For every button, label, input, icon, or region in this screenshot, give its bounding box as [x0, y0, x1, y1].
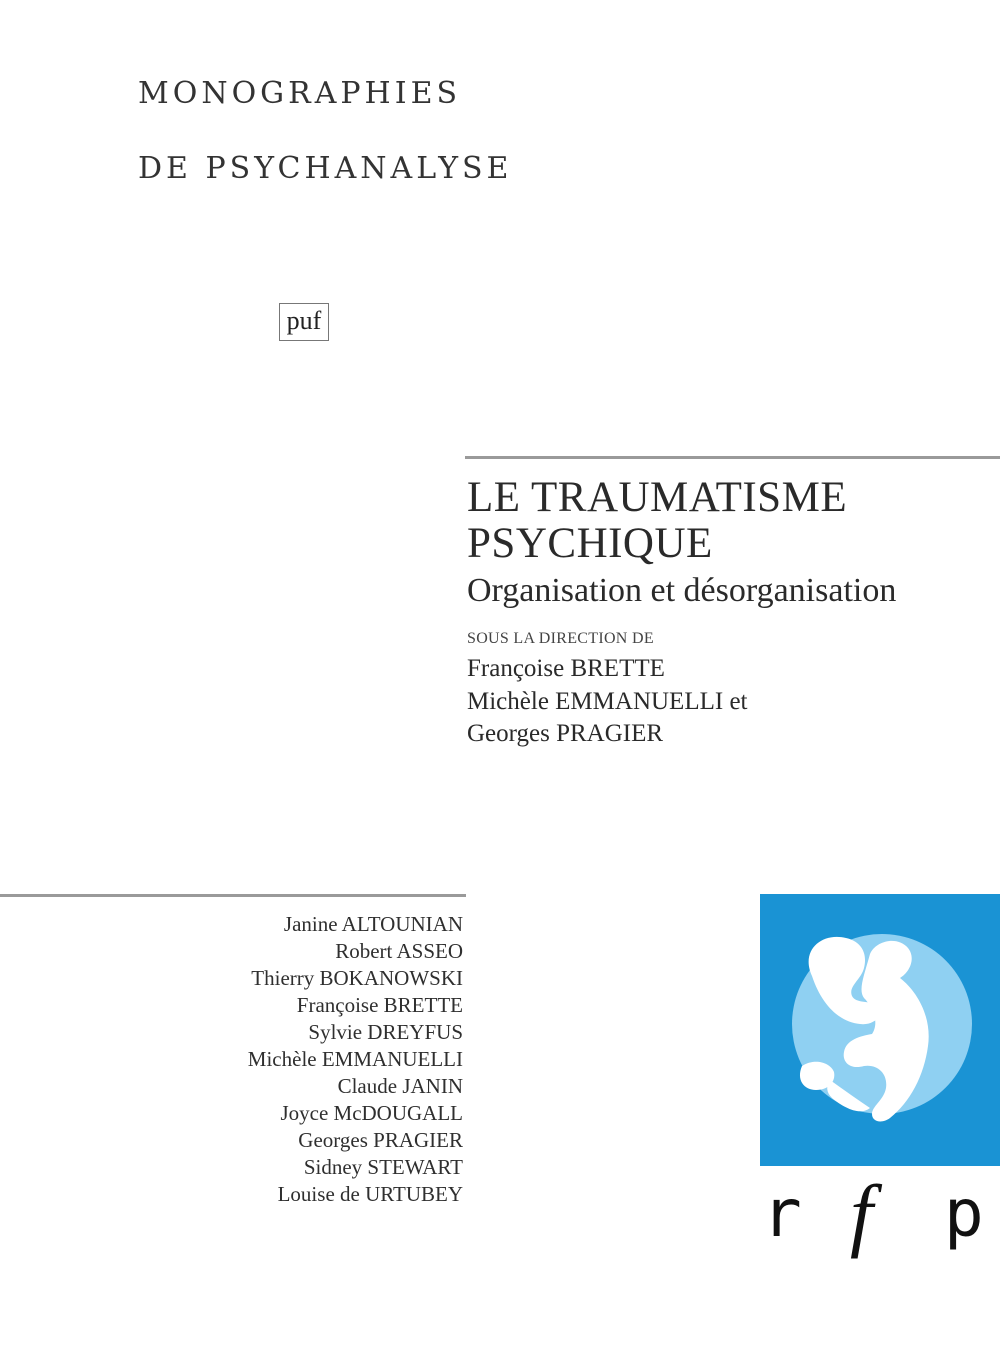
book-title-line-1: LE TRAUMATISME [467, 474, 848, 521]
contributor-name: Sylvie DREYFUS [308, 1020, 463, 1044]
rfp-letter-p: p [944, 1175, 984, 1252]
contributor-name: Michèle EMMANUELLI [247, 1047, 463, 1071]
contributor-name: Claude JANIN [337, 1074, 463, 1098]
book-title-line-2: PSYCHIQUE [467, 520, 713, 567]
contributors-divider [0, 894, 466, 897]
editor-name: Françoise BRETTE [467, 655, 665, 682]
editor-name: Michèle EMMANUELLI et [467, 688, 748, 715]
contributor-name: Louise de URTUBEY [277, 1182, 463, 1206]
contributor-name: Georges PRAGIER [298, 1128, 463, 1152]
editor-name: Georges PRAGIER [467, 720, 664, 747]
series-title-line-2: DE PSYCHANALYSE [138, 151, 513, 186]
rfp-logo [758, 1168, 1000, 1261]
rfp-letter-r: r [762, 1175, 802, 1252]
book-subtitle: Organisation et désorganisation [467, 572, 897, 609]
contributor-name: Françoise BRETTE [296, 993, 463, 1017]
contributor-name: Sidney STEWART [303, 1155, 463, 1179]
contributor-name: Robert ASSEO [335, 939, 463, 963]
puf-logo: puf [279, 303, 329, 341]
contributor-name: Joyce McDOUGALL [280, 1101, 463, 1125]
title-divider [465, 456, 1000, 459]
rfp-letter-f: f [850, 1168, 873, 1259]
emblem-figure-icon [760, 894, 1000, 1166]
contributor-name: Janine ALTOUNIAN [283, 912, 463, 936]
contributor-name: Thierry BOKANOWSKI [251, 966, 463, 990]
contributors-list [248, 911, 463, 1208]
direction-label: SOUS LA DIRECTION DE [467, 630, 654, 647]
series-title-line-1: MONOGRAPHIES [138, 76, 462, 111]
emblem-box [760, 894, 1000, 1166]
